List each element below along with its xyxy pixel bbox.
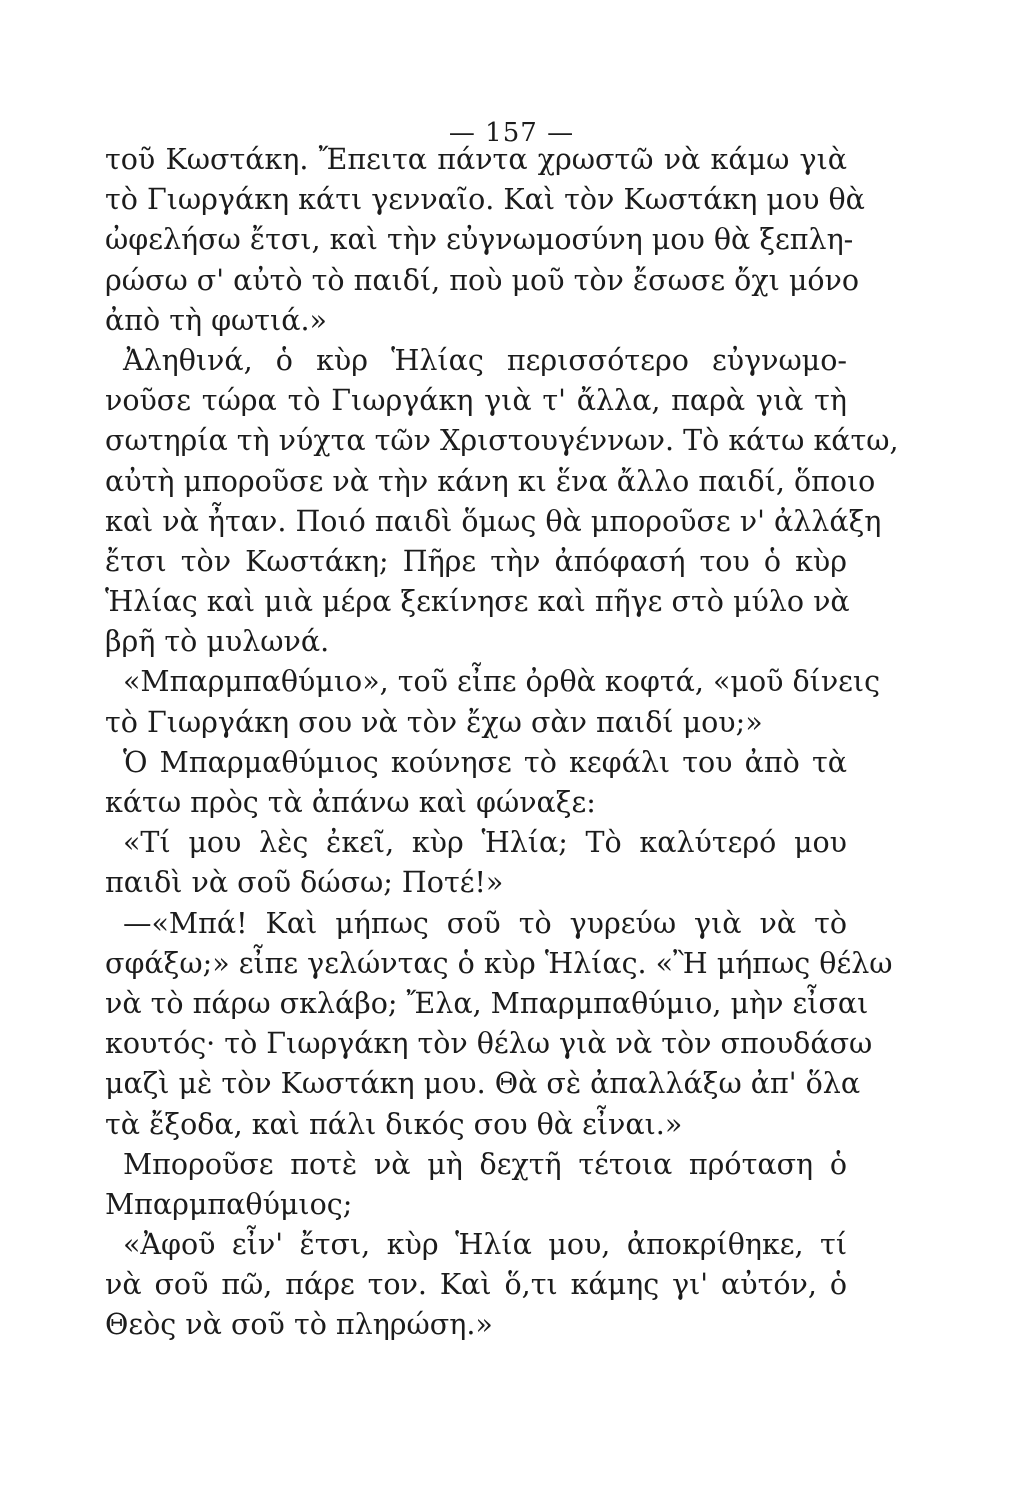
text-line: Ἀληθινά, ὁ κὺρ Ἡλίας περισσότερο εὐγνωμο- (123, 343, 847, 377)
text-line: νοῦσε τώρα τὸ Γιωργάκη γιὰ τ' ἄλλα, παρὰ γιὰ τὴ (105, 384, 847, 418)
text-line: νὰ σοῦ πῶ, πάρε τον. Καὶ ὅ,τι κάμης γι' αὐτόν, ὁ (105, 1268, 847, 1302)
text-line: τὸ Γιωργάκη σου νὰ τὸν ἔχω σὰν παιδί μου;» (105, 705, 763, 739)
text-line: «Μπαρμπαθύμιο», τοῦ εἶπε ὀρθὰ κοφτά, «μοῦ δίνεις (123, 665, 881, 699)
text-line: σωτηρία τὴ νύχτα τῶν Χριστουγέννων. Τὸ κάτω κάτω, (105, 424, 899, 458)
text-line: τὰ ἔξοδα, καὶ πάλι δικός σου θὰ εἶναι.» (105, 1107, 683, 1141)
body-text (105, 140, 899, 1346)
text-line: ἔτσι τὸν Κωστάκη; Πῆρε τὴν ἀπόφασή του ὁ κὺρ (105, 544, 847, 578)
text-line: «Ἀφοῦ εἶν' ἔτσι, κὺρ Ἡλία μου, ἀποκρίθηκε, τί (123, 1228, 847, 1262)
text-line: κάτω πρὸς τὰ ἀπάνω καὶ φώναξε: (105, 786, 596, 819)
text-line: νὰ τὸ πάρω σκλάβο; Ἔλα, Μπαρμπαθύμιο, μὴν εἶσαι (105, 986, 869, 1020)
text-line: παιδὶ νὰ σοῦ δώσω; Ποτέ!» (105, 866, 504, 900)
text-line: Μπαρμπαθύμιος; (105, 1187, 353, 1221)
text-line: «Τί μου λὲς ἐκεῖ, κὺρ Ἡλία; Τὸ καλύτερό μου (123, 826, 847, 860)
text-line: αὐτὴ μποροῦσε νὰ τὴν κάνη κι ἕνα ἄλλο παιδί, ὅποιο (105, 464, 876, 498)
text-line: βρῆ τὸ μυλωνά. (105, 625, 330, 659)
page-number: — 157 — (448, 118, 575, 148)
text-line: καὶ νὰ ἦταν. Ποιό παιδὶ ὅμως θὰ μποροῦσε ν' ἀλλάξη (105, 504, 882, 538)
text-line: ἀπὸ τὴ φωτιά.» (105, 303, 327, 337)
text-line: —«Μπά! Καὶ μήπως σοῦ τὸ γυρεύω γιὰ νὰ τὸ (123, 906, 847, 940)
text-line: ρώσω σ' αὐτὸ τὸ παιδί, ποὺ μοῦ τὸν ἔσωσε ὄχι μόνο (105, 263, 859, 297)
text-line: Ἡλίας καὶ μιὰ μέρα ξεκίνησε καὶ πῆγε στὸ μύλο νὰ (105, 585, 850, 619)
text-line: κουτός· τὸ Γιωργάκη τὸν θέλω γιὰ νὰ τὸν σπουδάσω (105, 1027, 873, 1061)
text-line: ὠφελήσω ἔτσι, καὶ τὴν εὐγνωμοσύνη μου θὰ ξεπλη- (105, 223, 854, 257)
text-line: τὸ Γιωργάκη κάτι γενναῖο. Καὶ τὸν Κωστάκη μου θὰ (105, 183, 865, 217)
text-line: Μποροῦσε ποτὲ νὰ μὴ δεχτῆ τέτοια πρόταση ὁ (123, 1147, 847, 1181)
text-line: σφάξω;» εἶπε γελώντας ὁ κὺρ Ἡλίας. «Ἢ μήπως θέλω (105, 946, 893, 980)
text-line: Θεὸς νὰ σοῦ τὸ πληρώση.» (105, 1308, 493, 1342)
text-line: Ὁ Μπαρμαθύμιος κούνησε τὸ κεφάλι του ἀπὸ τὰ (123, 745, 847, 779)
text-line: τοῦ Κωστάκη. Ἔπειτα πάντα χρωστῶ νὰ κάμω γιὰ (105, 143, 847, 176)
text-line: μαζὶ μὲ τὸν Κωστάκη μου. Θὰ σὲ ἀπαλλάξω ἀπ' ὅλα (105, 1067, 861, 1101)
